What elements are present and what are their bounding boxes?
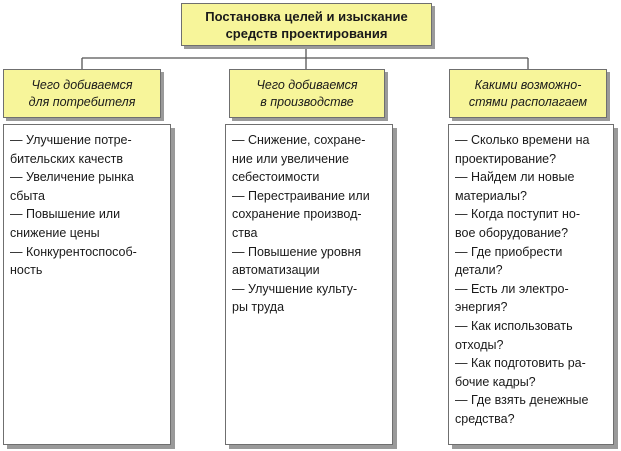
- list-line: — Где приобрести: [455, 244, 563, 259]
- list-line: — Когда поступит но-: [455, 207, 580, 222]
- list-resources: [448, 124, 614, 445]
- list-line: ность: [10, 263, 43, 278]
- list-line: — Как подготовить ра-: [455, 356, 586, 371]
- heading-production-line-1: Чего добиваемся: [256, 77, 358, 92]
- list-line: бительских качеств: [10, 151, 123, 166]
- list-line: детали?: [455, 263, 503, 278]
- heading-resources: [449, 69, 607, 118]
- list-line: автоматизации: [232, 263, 320, 278]
- heading-consumer-line-2: для потребителя: [28, 94, 136, 109]
- list-line: — Увеличение рынка: [10, 170, 134, 185]
- list-line: ние или увеличение: [232, 151, 349, 166]
- list-line: — Снижение, сохране-: [232, 133, 366, 147]
- list-line: ры труда: [232, 300, 285, 315]
- list-line: энергия?: [455, 300, 508, 315]
- list-line: — Повышение уровня: [232, 244, 362, 259]
- list-line: — Улучшение культу-: [232, 281, 358, 296]
- list-line: — Есть ли электро-: [455, 281, 569, 296]
- heading-consumer-line-1: Чего добиваемся: [31, 77, 133, 92]
- list-line: — Улучшение потре-: [10, 133, 132, 147]
- heading-consumer: [3, 69, 161, 118]
- main-title-line-1: Постановка целей и изыскание: [205, 8, 408, 24]
- heading-production-line-2: в производстве: [260, 94, 354, 109]
- list-line: средства?: [455, 411, 515, 426]
- main-title-box: [181, 3, 432, 46]
- list-line: — Повышение или: [10, 207, 121, 222]
- list-line: — Где взять денежные: [455, 393, 589, 408]
- list-line: — Перестраивание или: [232, 188, 370, 203]
- list-line: — Конкурентоспособ-: [10, 244, 137, 259]
- list-line: — Сколько времени на: [455, 133, 590, 147]
- list-line: отходы?: [455, 337, 504, 352]
- main-title-line-2: средств проектирования: [225, 25, 388, 41]
- list-line: вое оборудование?: [455, 225, 569, 240]
- list-line: ства: [232, 225, 258, 240]
- list-line: себестоимости: [232, 170, 320, 185]
- list-line: — Найдем ли новые: [455, 170, 575, 185]
- list-line: проектирование?: [455, 151, 557, 166]
- list-line: сохранение производ-: [232, 207, 362, 222]
- list-line: сбыта: [10, 188, 45, 203]
- list-production: [225, 124, 393, 445]
- list-line: — Как использовать: [455, 318, 573, 333]
- list-line: бочие кадры?: [455, 374, 536, 389]
- list-line: снижение цены: [10, 225, 100, 240]
- list-consumer: [3, 124, 171, 445]
- heading-resources-line-2: стями располагаем: [468, 94, 588, 109]
- heading-resources-line-1: Какими возможно-: [474, 77, 582, 92]
- heading-production: [229, 69, 385, 118]
- list-line: материалы?: [455, 188, 527, 203]
